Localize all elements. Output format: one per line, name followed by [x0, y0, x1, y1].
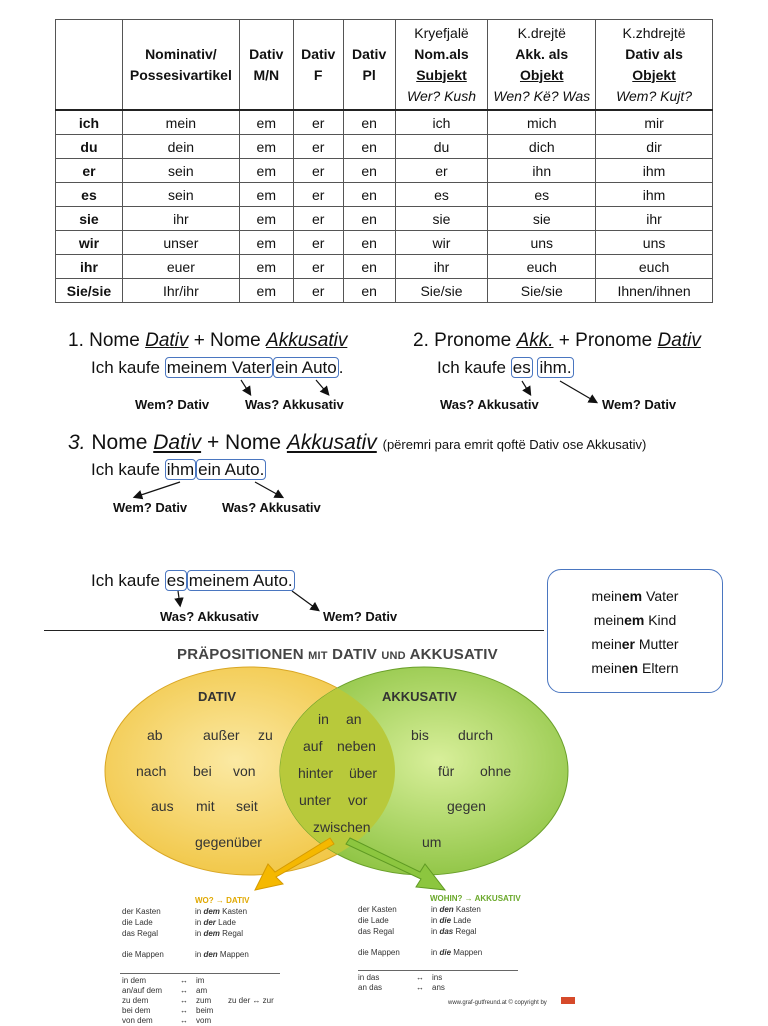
table-cell: es: [395, 183, 488, 207]
preposition-akk: ohne: [480, 763, 512, 779]
mini-contraction: von dem: [122, 1016, 153, 1025]
example-2-box-akk: es: [512, 358, 531, 377]
table-cell: er: [293, 207, 343, 231]
mini-contraction: ins: [432, 973, 443, 982]
example-2-q-dativ: Wem? Dativ: [602, 397, 677, 412]
preposition-akk: durch: [458, 727, 494, 743]
example-4-box-akk: es: [166, 571, 185, 590]
preposition-dativ: seit: [236, 798, 258, 814]
table-cell: er: [293, 231, 343, 255]
row-pronoun: ihr: [56, 255, 123, 279]
table-cell: en: [343, 183, 395, 207]
venn-label-akkusativ: AKKUSATIV: [382, 689, 457, 704]
header-dativ-mn: Dativ M/N: [239, 20, 293, 111]
table-cell: ich: [395, 110, 488, 135]
table-cell: em: [239, 159, 293, 183]
table-cell: sie: [488, 207, 596, 231]
table-cell: en: [343, 255, 395, 279]
mini-noun: das Regal: [122, 929, 159, 938]
logo-box: [561, 997, 575, 1004]
table-cell: du: [395, 135, 488, 159]
table-cell: uns: [596, 231, 713, 255]
wo-heading: WO? → DATIV: [195, 896, 250, 905]
example-2-box-dativ: ihm.: [539, 358, 572, 377]
preposition-both: auf: [303, 738, 323, 754]
table-cell: ihm: [596, 183, 713, 207]
row-pronoun: du: [56, 135, 123, 159]
table-cell: ihn: [488, 159, 596, 183]
example-1-box-akk: ein Auto: [275, 358, 337, 377]
table-cell: en: [343, 110, 395, 135]
mini-phrase: in den Mappen: [195, 950, 249, 959]
preposition-both: neben: [337, 738, 376, 754]
example-2-title: 2. Pronome Akk. + Pronome Dativ: [413, 330, 701, 351]
prepositions-title: PRÄPOSITIONEN MIT DATIV UND AKKUSATIV: [177, 646, 498, 663]
table-cell: sein: [122, 159, 239, 183]
ending-line: meinen Eltern: [591, 660, 679, 676]
mini-phrase: in dem Kasten: [195, 907, 248, 916]
mini-noun: die Lade: [358, 916, 389, 925]
header-subjekt: Kryefjalë Nom.als Subjekt Wer? Kush: [395, 20, 488, 111]
table-cell: er: [293, 159, 343, 183]
preposition-akk: um: [422, 834, 442, 850]
wo-rule: [120, 973, 280, 974]
row-pronoun: es: [56, 183, 123, 207]
preposition-dativ: nach: [136, 763, 167, 779]
preposition-dativ: ab: [147, 727, 163, 743]
mini-contraction: am: [196, 986, 208, 995]
mini-contraction: ↔: [180, 996, 188, 1005]
mini-contraction: ↔: [180, 976, 188, 985]
mini-phrase: in der Lade: [195, 918, 236, 927]
table-cell: en: [343, 135, 395, 159]
table-cell: mein: [122, 110, 239, 135]
preposition-akk: für: [438, 763, 455, 779]
mini-contraction: ↔: [416, 983, 424, 992]
row-pronoun: wir: [56, 231, 123, 255]
table-cell: mich: [488, 110, 596, 135]
mini-contraction: in dem: [122, 976, 147, 985]
ending-line: meinem Vater: [591, 588, 679, 604]
table-cell: euch: [596, 255, 713, 279]
preposition-akk: gegen: [447, 798, 486, 814]
row-pronoun: er: [56, 159, 123, 183]
wohin-rule: [358, 970, 518, 971]
table-cell: euer: [122, 255, 239, 279]
preposition-dativ: gegenüber: [195, 834, 262, 850]
header-dativ-pl: Dativ Pl: [343, 20, 395, 111]
preposition-both: über: [349, 765, 378, 781]
mini-noun: die Mappen: [122, 950, 164, 959]
mini-contraction: vom: [196, 1016, 212, 1025]
table-cell: en: [343, 159, 395, 183]
table-cell: unser: [122, 231, 239, 255]
table-cell: ihr: [122, 207, 239, 231]
table-cell: er: [293, 110, 343, 135]
example-3-q-dativ: Wem? Dativ: [113, 500, 188, 515]
example-2-q-akk: Was? Akkusativ: [440, 397, 539, 412]
preposition-dativ: aus: [151, 798, 174, 814]
table-cell: er: [293, 279, 343, 303]
header-dativ-objekt: K.zhdrejtë Dativ als Objekt Wem? Kujt?: [596, 20, 713, 111]
example-1-sentence: Ich kaufe meinem Vater ein Auto .: [91, 358, 344, 377]
example-4-sentence: Ich kaufe es meinem Auto.: [91, 571, 293, 590]
header-akk-objekt: K.drejtë Akk. als Objekt Wen? Kë? Was: [488, 20, 596, 111]
mini-contraction: ↔: [416, 973, 424, 982]
table-cell: dein: [122, 135, 239, 159]
example-4-q-akk: Was? Akkusativ: [160, 609, 259, 624]
credit-text: www.graf-gutfreund.at © copyright by: [448, 1000, 547, 1006]
mini-phrase: in dem Regal: [195, 929, 244, 938]
example-2-sentence: Ich kaufe es ihm.: [437, 358, 572, 377]
example-1-q-akk: Was? Akkusativ: [245, 397, 344, 412]
example-3-box-dativ: ihm: [166, 460, 195, 479]
mini-phrase: in das Regal: [431, 927, 477, 936]
mini-contraction: ↔: [180, 1016, 188, 1025]
table-cell: er: [293, 255, 343, 279]
table-cell: dir: [596, 135, 713, 159]
mini-phrase: in den Kasten: [431, 905, 481, 914]
table-cell: er: [293, 135, 343, 159]
table-cell: mir: [596, 110, 713, 135]
table-cell: en: [343, 231, 395, 255]
preposition-both: vor: [348, 792, 368, 808]
table-cell: ihm: [596, 159, 713, 183]
preposition-both: an: [346, 711, 362, 727]
preposition-both: in: [318, 711, 329, 727]
table-cell: er: [293, 183, 343, 207]
table-cell: em: [239, 110, 293, 135]
mini-noun: der Kasten: [122, 907, 161, 916]
table-cell: em: [239, 279, 293, 303]
row-pronoun: ich: [56, 110, 123, 135]
example-4-box-dativ: meinem Auto.: [188, 571, 293, 590]
mini-contraction: ↔: [180, 1006, 188, 1015]
example-3-box-akk: ein Auto.: [198, 460, 265, 479]
mini-contraction: zu der ↔ zur: [228, 996, 274, 1005]
example-3-sentence: Ich kaufe ihm ein Auto.: [91, 460, 265, 479]
header-nominativ: Nominativ/ Possesivartikel: [122, 20, 239, 111]
ending-line: meinem Kind: [593, 612, 677, 628]
example-1-title: 1. Nome Dativ + Nome Akkusativ: [68, 330, 348, 351]
table-cell: em: [239, 231, 293, 255]
table-cell: en: [343, 279, 395, 303]
preposition-dativ: außer: [203, 727, 240, 743]
table-cell: sie: [395, 207, 488, 231]
mini-contraction: zu dem: [122, 996, 149, 1005]
example-3-note: (përemri para emrit qoftë Dativ ose Akkusativ): [382, 437, 647, 452]
preposition-dativ: mit: [196, 798, 215, 814]
mini-contraction: in das: [358, 973, 380, 982]
mini-contraction: beim: [196, 1006, 214, 1015]
mini-noun: die Lade: [122, 918, 153, 927]
table-cell: es: [488, 183, 596, 207]
mini-noun: der Kasten: [358, 905, 397, 914]
preposition-both: hinter: [298, 765, 334, 781]
table-cell: wir: [395, 231, 488, 255]
table-cell: sein: [122, 183, 239, 207]
example-1-box-dativ: meinem Vater: [166, 358, 272, 377]
mini-contraction: im: [196, 976, 205, 985]
table-cell: em: [239, 183, 293, 207]
wohin-heading: WOHIN? → AKKUSATIV: [430, 894, 521, 903]
table-cell: Sie/sie: [488, 279, 596, 303]
table-cell: ihr: [395, 255, 488, 279]
mini-contraction: ↔: [180, 986, 188, 995]
mini-phrase: in die Lade: [431, 916, 472, 925]
table-cell: uns: [488, 231, 596, 255]
table-cell: ihr: [596, 207, 713, 231]
example-1-q-dativ: Wem? Dativ: [135, 397, 210, 412]
row-pronoun: sie: [56, 207, 123, 231]
mini-contraction: an das: [358, 983, 383, 992]
table-cell: em: [239, 135, 293, 159]
mini-noun: das Regal: [358, 927, 395, 936]
table-cell: euch: [488, 255, 596, 279]
mini-contraction: bei dem: [122, 1006, 151, 1015]
table-cell: dich: [488, 135, 596, 159]
mini-contraction: ans: [432, 983, 445, 992]
venn-label-dativ: DATIV: [198, 689, 237, 704]
preposition-dativ: bei: [193, 763, 212, 779]
preposition-dativ: von: [233, 763, 256, 779]
table-cell: Sie/sie: [395, 279, 488, 303]
row-pronoun: Sie/sie: [56, 279, 123, 303]
table-cell: Ihr/ihr: [122, 279, 239, 303]
header-dativ-f: Dativ F: [293, 20, 343, 111]
table-cell: en: [343, 207, 395, 231]
example-3-title: 3. Nome Dativ + Nome Akkusativ (përemri para emrit qoftë Dativ ose Akkusativ): [68, 431, 647, 454]
table-cell: em: [239, 255, 293, 279]
table-cell: em: [239, 207, 293, 231]
mini-phrase: in die Mappen: [431, 948, 483, 957]
table-cell: er: [395, 159, 488, 183]
preposition-both: zwischen: [313, 819, 371, 835]
mini-contraction: zum: [196, 996, 212, 1005]
preposition-akk: bis: [411, 727, 429, 743]
ending-line: meiner Mutter: [591, 636, 679, 652]
preposition-both: unter: [299, 792, 331, 808]
mini-contraction: an/auf dem: [122, 986, 163, 995]
preposition-dativ: zu: [258, 727, 273, 743]
example-3-q-akk: Was? Akkusativ: [222, 500, 321, 515]
example-4-q-dativ: Wem? Dativ: [323, 609, 398, 624]
mini-noun: die Mappen: [358, 948, 400, 957]
table-cell: Ihnen/ihnen: [596, 279, 713, 303]
